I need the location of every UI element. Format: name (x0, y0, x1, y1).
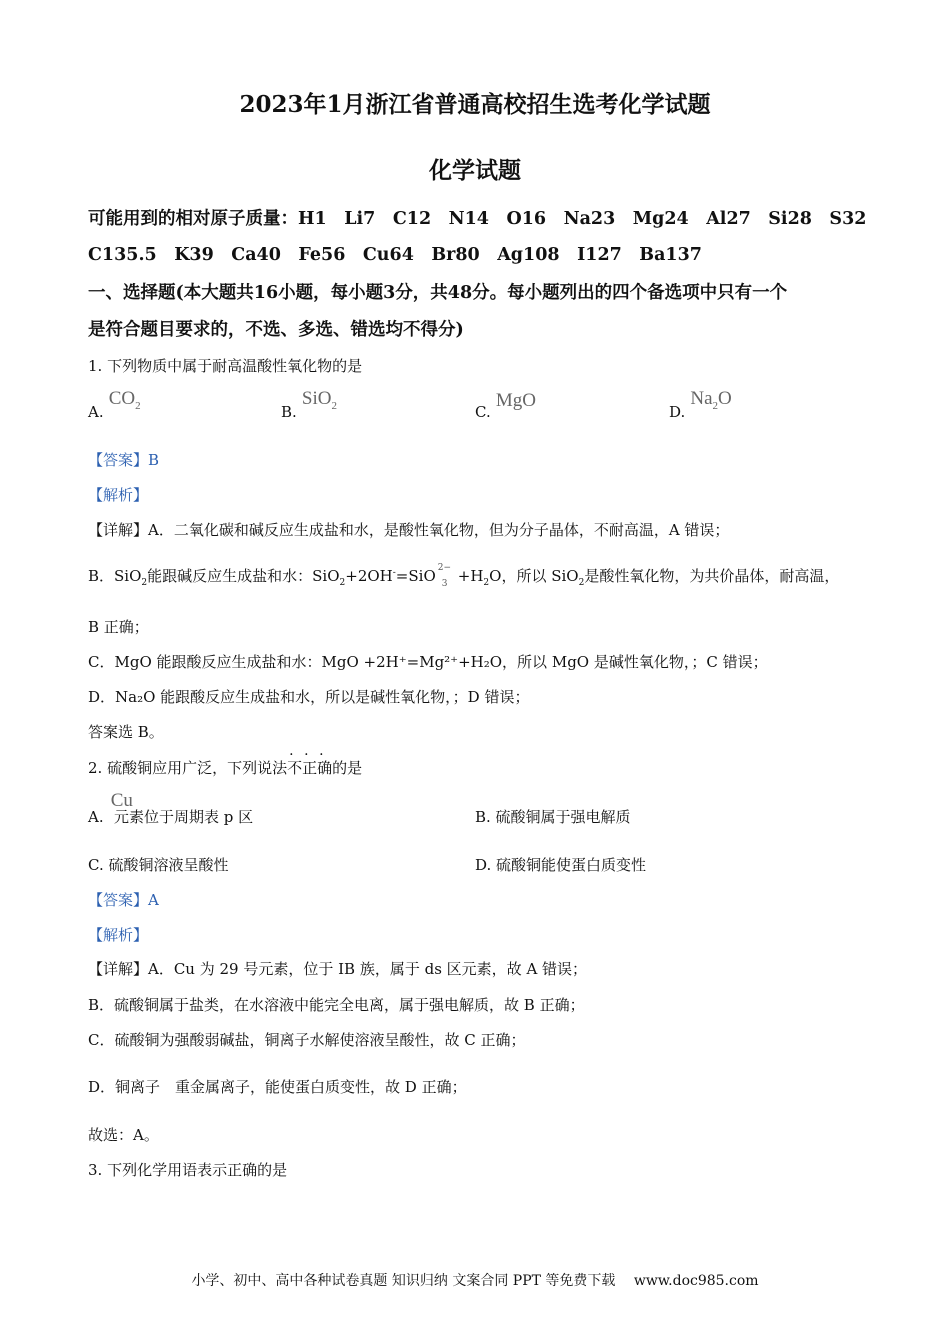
q2-analysis-label: 【解析】 (88, 926, 149, 944)
page-subtitle: 化学试题 (429, 157, 521, 184)
section-heading-line-1: 一、选择题(本大题共16小题，每小题3分，共48分。每小题列出的四个备选项中只有一个 (88, 283, 788, 303)
question-3-stem: 3. 下列化学用语表示正确的是 (88, 1161, 288, 1179)
page-title: 2023年1月浙江省普通高校招生选考化学试题 (239, 91, 711, 118)
q2-option-c: C. 硫酸铜溶液呈酸性 (88, 856, 229, 874)
q1-option-a: A. $CO_2$ (88, 388, 141, 421)
q1-option-d: D. $Na_2O$ (669, 388, 732, 421)
q2-detail-c: C．硫酸铜为强酸弱碱盐，铜离子水解使溶液呈酸性，故 C 正确； (88, 1031, 526, 1049)
q1-option-d-formula: $Na_2O$ (690, 388, 732, 412)
q2-option-d: D. 硫酸铜能使蛋白质变性 (475, 856, 647, 874)
question-1-stem: 1. 下列物质中属于耐高温酸性氧化物的是 (88, 357, 363, 375)
q1-detail-b-continued: B 正确； (88, 618, 149, 636)
q1-detail-a: 【详解】A．二氧化碳和碱反应生成盐和水，是酸性氧化物，但为分子晶体，不耐高温，A 错误； (88, 521, 730, 539)
q2-conclusion: 故选：A。 (88, 1126, 159, 1144)
q2-option-a: A. Cu 元素位于周期表 p 区 (88, 790, 254, 826)
q1-conclusion: 答案选 B。 (88, 723, 164, 741)
q2-answer: 【答案】A (88, 891, 159, 909)
q2-detail-a: 【详解】A．Cu 为 29 号元素，位于 IB 族，属于 ds 区元素，故 A 错误； (88, 960, 588, 978)
q1-option-b: B. SiO$_2$ (281, 388, 337, 421)
q1-answer: 【答案】B (88, 451, 160, 469)
q1-option-c: C. MgO (475, 390, 536, 421)
q1-detail-d: D．Na₂O 能跟酸反应生成盐和水，所以是碱性氧化物，；D 错误； (88, 688, 530, 706)
q1-option-c-formula: MgO (495, 390, 536, 411)
emphasis-not-correct: · · · 不正确 (287, 747, 333, 777)
page-footer: 小学、初中、高中各种试卷真题 知识归纳 文案合同 PPT 等免费下载 www.doc985.com (191, 1273, 759, 1289)
q1-detail-b: B．SiO$_2$能跟碱反应生成盐和水：SiO$_2$+2OH-=SiO 2− 3 $+H_2O$，所以 SiO$_2$是酸性氧化物，为共价晶体，耐高温， (88, 563, 840, 589)
atomic-masses-line-1: 可能用到的相对原子质量：H1 Li7 C12 N14 O16 Na23 Mg24 Al27 Si28 S32 (88, 209, 867, 229)
q1-analysis-label: 【解析】 (88, 486, 149, 504)
question-2-stem: 2. 硫酸铜应用广泛，下列说法 · · · 不正确的是 (88, 747, 363, 777)
q2-option-b: B. 硫酸铜属于强电解质 (475, 808, 631, 826)
q2-detail-b: B．硫酸铜属于盐类，在水溶液中能完全电离，属于强电解质，故 B 正确； (88, 996, 585, 1014)
q1-option-a-formula: $CO_2$ (108, 388, 141, 412)
q1-option-b-formula: SiO$_2$ (301, 388, 337, 412)
atomic-masses-line-2: C135.5 K39 Ca40 Fe56 Cu64 Br80 Ag108 I127 Ba137 (88, 245, 702, 265)
section-heading-line-2: 是符合题目要求的，不选、多选、错选均不得分) (88, 320, 464, 340)
q2-detail-d: D．铜离子 重金属离子，能使蛋白质变性，故 D 正确； (88, 1078, 467, 1096)
q2-option-a-formula: Cu (110, 790, 133, 811)
q1-detail-c: C．MgO 能跟酸反应生成盐和水：MgO +2H⁺=Mg²⁺+H₂O，所以 MgO 是碱性氧化物，；C 错误； (88, 653, 768, 671)
q2-option-a-text: 元素位于周期表 p 区 (113, 808, 254, 826)
